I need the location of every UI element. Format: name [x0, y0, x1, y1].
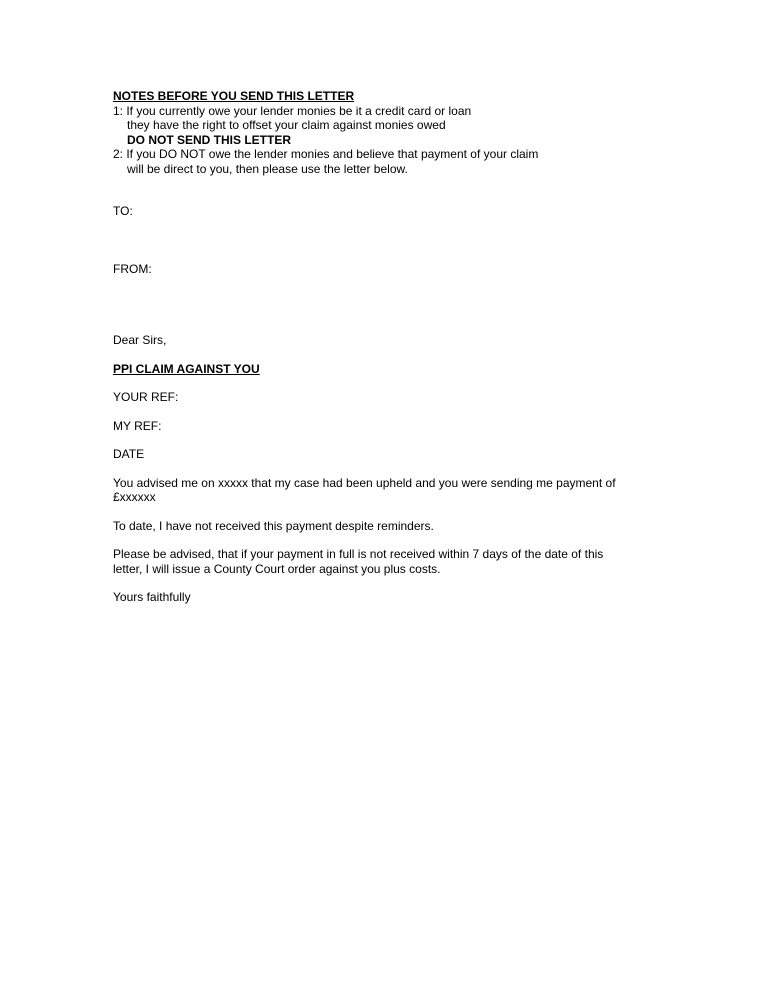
paragraph-payment-advised — [113, 476, 653, 505]
note-item-2-line-1: 2: If you DO NOT owe the lender monies and believe that payment of your claim — [113, 147, 539, 161]
subject-heading: PPI CLAIM AGAINST YOU — [113, 361, 260, 376]
your-ref-label: YOUR REF: — [113, 390, 179, 404]
paragraph-not-received: To date, I have not received this payment despite reminders. — [113, 518, 434, 533]
paragraph-1-line-1: You advised me on xxxxx that my case had been upheld and you were sending me payment of — [113, 475, 616, 490]
my-ref-label: MY REF: — [113, 418, 162, 433]
note-warning: DO NOT SEND THIS LETTER — [127, 132, 292, 147]
closing: Yours faithfully — [113, 590, 191, 604]
to-label: TO: — [113, 204, 133, 218]
date-label: DATE — [113, 447, 145, 461]
salutation: Dear Sirs, — [113, 333, 167, 347]
notes-heading: NOTES BEFORE YOU SEND THIS LETTER — [113, 89, 355, 103]
note-item-1-line-1: 1: If you currently owe your lender monies be it a credit card or loan — [113, 103, 472, 118]
from-label: FROM: — [113, 261, 152, 276]
note-item-1-line-2: they have the right to offset your claim against monies owed — [127, 118, 446, 132]
letter-content — [113, 89, 673, 605]
paragraph-3-line-2: letter, I will issue a County Court order against you plus costs. — [113, 561, 441, 576]
paragraph-court-warning — [113, 547, 653, 576]
paragraph-1-line-2: £xxxxxx — [113, 490, 156, 504]
note-item-2-line-2: will be direct to you, then please use the letter below. — [127, 161, 408, 176]
paragraph-3-line-1: Please be advised, that if your payment in full is not received within 7 days of the date of this — [113, 547, 604, 561]
